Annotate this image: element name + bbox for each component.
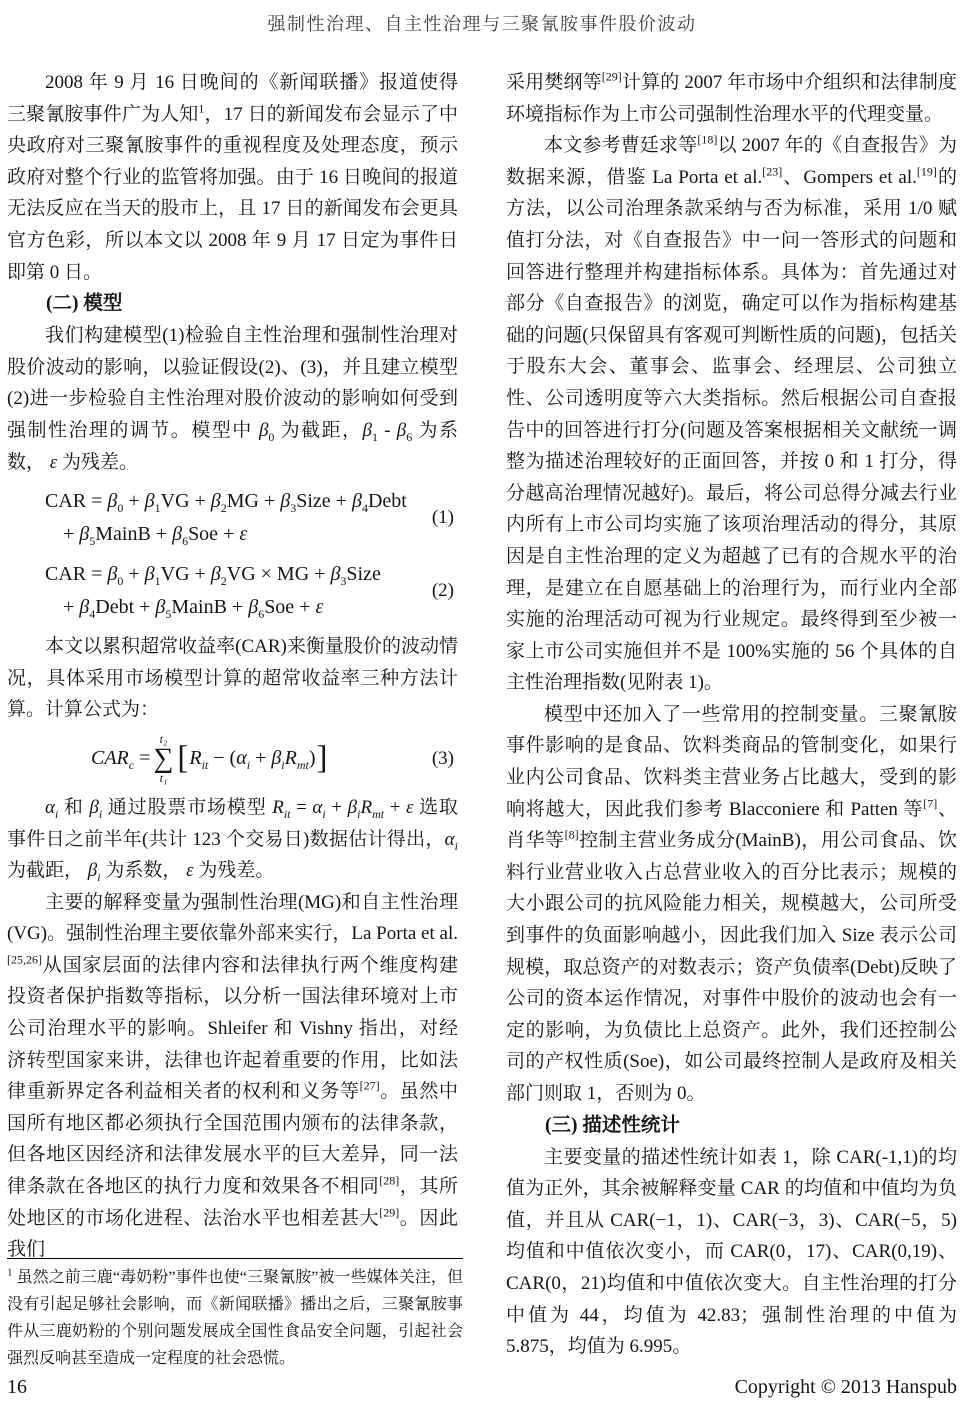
text-run: = <box>290 796 313 818</box>
superscript-ref: [29] <box>379 1205 400 1220</box>
text-run: 为残差。 <box>57 451 139 473</box>
summation-symbol <box>153 733 173 785</box>
text-run: 模型中还加入了一些常用的控制变量。三聚氰胺事件影响的是食品、饮料类商品的管制变化，如果行业内公司食品、饮料类主营业务占比越大，受到的影响将越大，因此我们参考 Blacconiere 和 Patten 等 <box>506 703 957 820</box>
text-run: 本文以累积超常收益率(CAR)来衡量股价的波动情况，具体采用市场模型计算的超常收益率三种方法计算。计算公式为： <box>7 636 458 721</box>
left-column <box>7 67 458 1363</box>
superscript-ref: [28] <box>379 1173 400 1188</box>
sum-upper-limit: t₂ <box>159 731 168 746</box>
text-run: CAR <box>91 747 129 770</box>
sum-lower-limit: t₁ <box>159 770 168 785</box>
text-run: 。因此我们 <box>7 1207 458 1261</box>
text-run: β <box>362 419 373 441</box>
text-run: β <box>79 596 90 619</box>
right-bracket: ] <box>316 740 328 777</box>
text-run: β <box>87 860 98 882</box>
text-run: R <box>360 796 373 818</box>
text-run: β <box>330 563 341 586</box>
equation-3-number: (3) <box>431 748 454 770</box>
text-run: ，17 日的新闻发布会显示了中央政府对三聚氰胺事件的重视程度及处理态度，预示政府对整个行业的监管将加强。由于 16 日晚间的报道无法反应在当天的股市上，且 17 日的新闻发布会更具官方色彩，所以本文以 2008 年 9 月 17 日定为事件日即第 0 日。 <box>7 103 458 283</box>
text-run: ε <box>49 451 58 473</box>
equation-3-lhs <box>91 743 150 775</box>
equation-3-inner <box>189 743 315 775</box>
text-run: 6 <box>258 607 265 622</box>
text-run: β <box>347 796 358 818</box>
text-run: 的方法，以公司治理条款采纳与否为标准，采用 1/0 赋值打分法，对《自查报告》中一问一答形式的问题和回答进行整理并构建指标体系。具体为：首先通过对部分《自查报告》的浏览，确定可以作为指标构建基础的问题(只保留具有客观可判断性质的问题)，包括关于股东大会、董事会、监事会、经理层、公司独立性、公司透明度等六大类指标。然后根据公司自查报告中的回答进行打分(问题及答案根据相关文献统一调整为描述治理较好的正面回答，并按 0 和 1 打分，得分越高治理情况越好)。最后，将公司总得分减去行业内所有上市公司均实施了该项治理活动的得分，其原因是自主性治理的定义为超越了已有的合规水平的治理，是建立在自愿基础上的治理行为，而行业内全部实施的治理活动可视为行业规定。最终得到至少被一家上市公司实施但并不是 100%实施的 56 个具体的自主性治理指数(见附表 1)。 <box>506 166 957 694</box>
footnote-divider <box>7 1258 463 1259</box>
text-run: i <box>97 869 101 884</box>
text-run: 我们构建模型(1)检验自主性治理和强制性治理对股价波动的影响，以验证假设(2)、(3)，并且建立模型(2)进一步检验自主性治理对股价波动的影响如何受到强制性治理的调节。模型中 <box>7 325 458 441</box>
text-run: β <box>107 490 118 513</box>
running-title: 强制性治理、自主性治理与三聚氰胺事件股价波动 <box>267 14 697 34</box>
text-run: 主要的解释变量为强制性治理(MG)和自主性治理(VG)。强制性治理主要依靠外部来实行，La Porta et al. <box>7 891 458 945</box>
equation-1-line-1 <box>45 485 407 518</box>
text-run: β <box>210 563 221 586</box>
text-run: 虽然之前三鹿“毒奶粉”事件也使“三聚氰胺”被一些媒体关注，但没有引起足够社会影响，而《新闻联播》播出之后，三聚氰胺事件从三鹿奶粉的个别问题发展成全国性食品安全问题，引起社会强烈反响甚至造成一定程度的社会恐慌。 <box>7 1269 463 1367</box>
text-run: β <box>79 523 90 546</box>
text-run: 6 <box>182 534 189 549</box>
equation-1-lines <box>45 485 407 551</box>
section-heading-descriptive-stats: (三) 描述性统计 <box>545 1114 680 1136</box>
text-run: β <box>258 419 269 441</box>
text-run: 0 <box>117 574 124 589</box>
text-run: i <box>281 758 285 773</box>
text-run: 为系数， <box>100 860 187 882</box>
text-run: 1 <box>154 501 161 516</box>
text-run: β <box>396 419 407 441</box>
text-run: 2008 年 9 月 16 日晚间的《新闻联播》报道使得三聚氰胺事件广为人知 <box>7 72 458 125</box>
text-run: Soe + <box>188 523 240 546</box>
text-run: 5 <box>89 534 96 549</box>
paragraph-descriptive-stats <box>506 1142 957 1363</box>
paragraph-index-construction <box>506 130 957 699</box>
text-run: 1 <box>372 429 379 444</box>
text-run: 4 <box>361 501 368 516</box>
text-run: 2 <box>220 574 227 589</box>
text-run: 0 <box>117 501 124 516</box>
text-run: Debt + <box>95 596 156 619</box>
text-run: VG × MG + <box>226 563 331 586</box>
text-run: β <box>172 523 183 546</box>
text-run: VG + <box>160 563 211 586</box>
text-run: β <box>351 490 362 513</box>
text-run: - <box>378 419 397 441</box>
text-run: 2 <box>220 501 227 516</box>
text-run: 1 <box>154 574 161 589</box>
text-run: β <box>155 596 166 619</box>
equation-2-line-2 <box>45 591 381 624</box>
text-run: Size <box>346 563 381 586</box>
text-run: 以 2007 年的《自查报告》为数据来源，借鉴 La Porta et al. <box>506 135 957 188</box>
footnote-area <box>7 1258 463 1372</box>
equation-3 <box>7 733 458 785</box>
superscript-ref: [19] <box>916 164 937 179</box>
footnote-text <box>7 1264 463 1372</box>
text-run: Size + <box>296 490 352 513</box>
text-run: β <box>89 796 99 818</box>
text-run: 控制主营业务成分(MainB)，用公司食品、饮料行业营业收入占总营业收入的百分比表示；规模的大小跟公司的抗风险能力相关，规模越大，公司所受到事件的负面影响越小，因此我们加入 Size 表示公司规模，取总资产的对数表示；资产负债率(Debt)反映了公司的资本运作情况，对事件中股价的波动也会有一定的影响，为负债比上总资产。此外，我们还控制公司的产权性质(Soe)，如公司最终控制人是政府及相关部门则取 1，否则为 0。 <box>506 830 957 1104</box>
text-run: ε <box>406 796 414 818</box>
text-run: i <box>98 806 103 821</box>
text-run: α <box>444 828 455 850</box>
text-run: R <box>189 747 202 770</box>
text-run: mt <box>296 758 309 773</box>
text-run: + <box>123 563 145 586</box>
text-run: 。虽然中国所有地区都必须执行全国范围内颁布的法律条款，但各地区因经济和法律发展水平的巨大差异，同一法律条款在各地区的执行力度和效果各不相同 <box>7 1081 458 1198</box>
equation-2 <box>7 558 458 624</box>
text-run: i <box>54 806 59 821</box>
superscript-ref: [29] <box>601 69 622 84</box>
text-run: 为截距， <box>7 860 88 882</box>
text-run: Debt <box>367 490 407 513</box>
superscript-ref: 1 <box>7 1266 13 1279</box>
text-run: + <box>63 523 80 546</box>
text-run: ε <box>186 860 194 882</box>
text-run: i <box>357 806 361 821</box>
text-run: 主要变量的描述性统计如表 1，除 CAR(-1,1)的均值为正外，其余被解释变量 CAR 的均值和中值均为负值，并且从 CAR(−1，1)、CAR(−3，3)、CAR(−5，5)均值和中值依次变小，而 CAR(0，17)、CAR(0,19)、CAR(0，21)均值和中值依次变大。自主性治理的打分中值为 44，均值为 42.83；强制性治理的中值为 5.875，均值为 6.995。 <box>506 1146 957 1358</box>
superscript-ref: [18] <box>697 132 718 147</box>
text-run: c <box>128 758 135 773</box>
text-run: + <box>123 490 145 513</box>
text-run: MG + <box>226 490 281 513</box>
text-run: 4 <box>89 607 96 622</box>
text-run: it <box>283 806 291 821</box>
text-run: + <box>325 796 348 818</box>
text-run: ε <box>315 596 324 619</box>
text-run: β <box>107 563 118 586</box>
paragraph-control-variables <box>506 699 957 1110</box>
paragraph-proxy-variable <box>506 67 957 130</box>
text-run: it <box>201 758 209 773</box>
equation-1 <box>7 485 458 551</box>
text-run: + <box>384 796 407 818</box>
text-run: 计算的 2007 年市场中介组织和法律制度环境指标作为上市公司强制性治理水平的代理变量。 <box>506 72 957 125</box>
text-run: MainB + <box>171 596 249 619</box>
equation-1-line-2 <box>45 518 407 551</box>
paragraph-estimation <box>7 792 458 887</box>
text-run: i <box>322 806 326 821</box>
text-run: 为系数， <box>7 419 458 473</box>
text-run: α <box>45 796 55 818</box>
text-run: 为截距， <box>274 419 363 441</box>
text-run: Soe + <box>264 596 316 619</box>
text-run: β <box>248 596 259 619</box>
text-run: 3 <box>290 501 297 516</box>
text-run: 5 <box>165 607 172 622</box>
text-run: i <box>246 758 251 773</box>
page-number: 16 <box>7 1376 27 1398</box>
paragraph-explanatory-vars <box>7 887 458 1266</box>
text-run: 通过股票市场模型 <box>102 796 273 818</box>
text-run: 、Gompers et al. <box>782 166 917 188</box>
text-run: α <box>312 796 323 818</box>
text-run: + <box>63 596 80 619</box>
text-run: β <box>271 747 282 770</box>
text-run: + <box>250 747 272 770</box>
paragraph-intro-event <box>7 67 458 288</box>
paragraph-car-method <box>7 631 458 726</box>
text-run: β <box>210 490 221 513</box>
text-run: − ( <box>208 747 237 770</box>
equation-2-lines <box>45 558 381 624</box>
text-run: 本文参考曹廷求等 <box>544 135 698 157</box>
text-run: 从国家层面的法律内容和法律执行两个维度构建投资者保护指数等指标，以分析一国法律环境对上市公司治理水平的影响。Shleifer 和 Vishny 指出，对经济转型国家来讲，法律也许起着重要的作用，比如法律重新界定各利益相关者的权利和义务等 <box>7 954 458 1103</box>
copyright-notice: Copyright © 2013 Hanspub <box>734 1376 957 1398</box>
text-run: CAR = <box>45 490 108 513</box>
two-column-body <box>0 67 964 1363</box>
text-run: α <box>236 747 247 770</box>
text-run: 为残差。 <box>193 860 275 882</box>
text-run: 采用樊纲等 <box>506 72 602 93</box>
superscript-ref: [25,26] <box>7 952 42 967</box>
text-run: i <box>454 838 458 853</box>
section-heading-model: (二) 模型 <box>46 293 123 315</box>
text-run: 、肖华等 <box>506 798 957 852</box>
paragraph-model-setup <box>7 320 458 478</box>
text-run: 6 <box>406 429 413 444</box>
text-run: 选取事件日之前半年(共计 123 个交易日)数据估计得出， <box>7 796 458 850</box>
text-run: R <box>284 747 297 770</box>
page-footer <box>7 1376 957 1399</box>
equation-3-body <box>91 733 329 785</box>
text-run: ε <box>239 523 248 546</box>
superscript-ref: [8] <box>564 827 579 842</box>
text-run: β <box>144 563 155 586</box>
sigma-icon: ∑ <box>153 742 174 774</box>
text-run: mt <box>372 806 385 821</box>
superscript-ref: [7] <box>923 796 938 811</box>
superscript-ref: [27] <box>359 1078 380 1093</box>
right-column <box>506 67 957 1363</box>
equation-1-number: (1) <box>431 507 454 529</box>
text-run: = <box>134 747 151 770</box>
text-run: β <box>144 490 155 513</box>
superscript-ref: [23] <box>762 164 783 179</box>
text-run: VG + <box>160 490 211 513</box>
text-run: ，其所处地区的市场化进程、法治水平也相差甚大 <box>7 1176 458 1229</box>
text-run: 和 <box>58 796 90 818</box>
text-run: ) <box>308 747 316 770</box>
text-run: 3 <box>340 574 347 589</box>
text-run: CAR = <box>45 563 108 586</box>
text-run: R <box>272 796 284 818</box>
equation-2-number: (2) <box>431 580 454 602</box>
left-bracket: [ <box>177 740 189 777</box>
equation-2-line-1 <box>45 558 381 591</box>
text-run: β <box>280 490 291 513</box>
text-run: 0 <box>268 429 275 444</box>
superscript-ref: 1 <box>198 101 205 116</box>
text-run: MainB + <box>95 523 173 546</box>
